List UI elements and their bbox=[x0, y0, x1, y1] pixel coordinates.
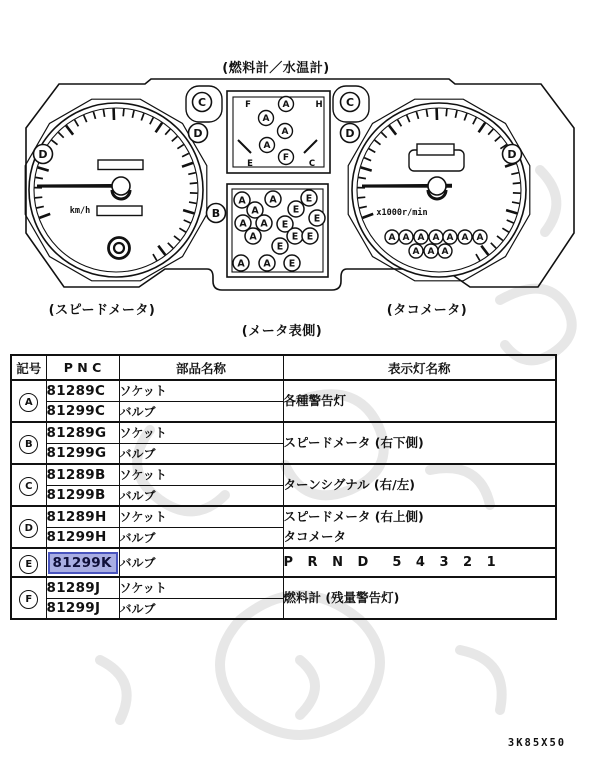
scale-letter-E: E bbox=[247, 159, 253, 170]
svg-text:A: A bbox=[260, 218, 268, 230]
odometer-window-bottom bbox=[97, 206, 142, 216]
pnc-cell: 81299G bbox=[46, 443, 119, 464]
row-symbol-A bbox=[11, 380, 46, 422]
pnc-cell: 81289J bbox=[46, 577, 119, 598]
svg-text:A: A bbox=[251, 205, 259, 217]
table-header-row bbox=[11, 355, 556, 380]
speedometer-caption: (スピードメータ) bbox=[48, 303, 156, 318]
svg-text:A: A bbox=[446, 233, 454, 244]
svg-text:A: A bbox=[282, 100, 290, 111]
svg-text:E: E bbox=[313, 213, 321, 225]
speedometer-needle-hub bbox=[112, 177, 130, 195]
part-name-cell: ソケット bbox=[119, 380, 283, 401]
part-name-cell: バルブ bbox=[119, 598, 283, 619]
svg-text:A: A bbox=[441, 247, 449, 258]
lamp-D bbox=[503, 145, 522, 164]
lamp-A bbox=[429, 230, 443, 244]
lamp-E bbox=[288, 201, 304, 217]
lamp-A bbox=[385, 230, 399, 244]
lamp-A bbox=[256, 215, 272, 231]
svg-text:A: A bbox=[461, 233, 469, 244]
svg-text:A: A bbox=[427, 247, 435, 258]
part-name-cell: バルブ bbox=[119, 443, 283, 464]
kmh-unit-label: km/h bbox=[69, 206, 91, 216]
odometer-window-top bbox=[98, 160, 143, 170]
row-symbol-C bbox=[11, 464, 46, 506]
table-row bbox=[11, 422, 556, 443]
pnc-cell: 81289B bbox=[46, 464, 119, 485]
header-indicator: 表示灯名称 bbox=[283, 355, 556, 380]
lamp-D bbox=[189, 124, 208, 143]
indicator-name-cell: P R N D 5 4 3 2 1 bbox=[283, 548, 556, 577]
svg-text:A: A bbox=[239, 218, 247, 230]
svg-text:A: A bbox=[263, 258, 271, 270]
parts-table bbox=[10, 354, 557, 620]
lamp-A bbox=[278, 124, 293, 139]
svg-text:A: A bbox=[263, 141, 271, 152]
lamp-D bbox=[341, 124, 360, 143]
svg-text:A: A bbox=[269, 194, 277, 206]
svg-text:A: A bbox=[402, 233, 410, 244]
lamp-A bbox=[259, 255, 275, 271]
header-pnc: P N C bbox=[46, 355, 119, 380]
indicator-name-cell: 各種警告灯 bbox=[283, 380, 556, 422]
svg-text:A: A bbox=[388, 233, 396, 244]
svg-text:E: E bbox=[281, 219, 289, 231]
part-name-cell: バルブ bbox=[119, 548, 283, 577]
svg-text:A: A bbox=[238, 195, 246, 207]
lamp-E bbox=[302, 228, 318, 244]
fuel-temp-caption: (燃料計／水温計) bbox=[222, 61, 330, 76]
table-row bbox=[11, 506, 556, 527]
scale-letter-H: H bbox=[315, 100, 323, 111]
svg-text:A: A bbox=[432, 233, 440, 244]
meter-front-caption: (メータ表側) bbox=[241, 324, 323, 339]
svg-text:D: D bbox=[507, 147, 517, 161]
scale-letter-F: F bbox=[245, 100, 251, 111]
lamp-A bbox=[233, 255, 249, 271]
table-row bbox=[11, 380, 556, 401]
table-row bbox=[11, 577, 556, 598]
part-name-cell: バルブ bbox=[119, 527, 283, 548]
svg-text:E: E bbox=[291, 231, 299, 243]
svg-text:F: F bbox=[282, 153, 290, 164]
svg-text:B: B bbox=[211, 206, 221, 220]
symbol-circle: B bbox=[19, 435, 38, 454]
symbol-circle: D bbox=[19, 519, 38, 538]
tacho-odometer-window bbox=[417, 144, 454, 155]
part-name-cell: ソケット bbox=[119, 422, 283, 443]
svg-text:E: E bbox=[305, 193, 313, 205]
lamp-A bbox=[245, 228, 261, 244]
svg-text:E: E bbox=[292, 204, 300, 216]
symbol-circle: E bbox=[19, 555, 38, 574]
lamp-E bbox=[272, 238, 288, 254]
lamp-E bbox=[287, 228, 303, 244]
lamp-C bbox=[341, 93, 360, 112]
symbol-circle: F bbox=[19, 590, 38, 609]
pnc-cell: 81299B bbox=[46, 485, 119, 506]
svg-text:D: D bbox=[345, 126, 355, 140]
table-row bbox=[11, 548, 556, 577]
svg-text:E: E bbox=[288, 258, 296, 270]
drawing-code: 3K85X50 bbox=[507, 737, 567, 749]
svg-text:C: C bbox=[197, 95, 207, 109]
pnc-cell: 81289G bbox=[46, 422, 119, 443]
lamp-A bbox=[260, 138, 275, 153]
pnc-cell: 81299J bbox=[46, 598, 119, 619]
lamp-E bbox=[309, 210, 325, 226]
svg-text:D: D bbox=[193, 126, 203, 140]
svg-text:A: A bbox=[417, 233, 425, 244]
lamp-A bbox=[259, 111, 274, 126]
lamp-A bbox=[438, 244, 452, 258]
lamp-F bbox=[279, 150, 294, 165]
pnc-cell: 81299H bbox=[46, 527, 119, 548]
pnc-cell: 81299C bbox=[46, 401, 119, 422]
table-row bbox=[11, 464, 556, 485]
header-symbol: 記号 bbox=[11, 355, 46, 380]
lamp-A bbox=[443, 230, 457, 244]
part-name-cell: ソケット bbox=[119, 464, 283, 485]
row-symbol-B bbox=[11, 422, 46, 464]
part-name-cell: バルブ bbox=[119, 401, 283, 422]
lamp-A bbox=[458, 230, 472, 244]
lamp-A bbox=[265, 191, 281, 207]
svg-text:D: D bbox=[38, 147, 48, 161]
lamp-A bbox=[414, 230, 428, 244]
symbol-circle: A bbox=[19, 393, 38, 412]
svg-text:E: E bbox=[306, 231, 314, 243]
indicator-name-cell: スピードメータ (右上側) タコメータ bbox=[283, 506, 556, 548]
lamp-E bbox=[301, 190, 317, 206]
lamp-E bbox=[284, 255, 300, 271]
lamp-C bbox=[193, 93, 212, 112]
svg-text:A: A bbox=[281, 127, 289, 138]
scale-letter-C: C bbox=[308, 159, 316, 170]
part-name-cell: バルブ bbox=[119, 485, 283, 506]
lamp-A bbox=[473, 230, 487, 244]
lamp-A bbox=[399, 230, 413, 244]
tachometer-needle-hub bbox=[428, 177, 446, 195]
indicator-name-cell: スピードメータ (右下側) bbox=[283, 422, 556, 464]
svg-text:A: A bbox=[476, 233, 484, 244]
header-part-name: 部品名称 bbox=[119, 355, 283, 380]
trip-reset-knob-center bbox=[114, 243, 124, 253]
parts-table-body bbox=[11, 380, 556, 619]
svg-text:A: A bbox=[412, 247, 420, 258]
pnc-cell: 81289C bbox=[46, 380, 119, 401]
part-name-cell: ソケット bbox=[119, 577, 283, 598]
row-symbol-E bbox=[11, 548, 46, 577]
svg-text:C: C bbox=[345, 95, 355, 109]
pnc-cell: 81289H bbox=[46, 506, 119, 527]
lamp-A bbox=[409, 244, 423, 258]
selected-pnc[interactable]: 81299K bbox=[48, 552, 118, 574]
svg-text:A: A bbox=[262, 114, 270, 125]
rpm-unit-label: x1000r/min bbox=[376, 208, 428, 218]
row-symbol-F bbox=[11, 577, 46, 619]
lamp-A bbox=[424, 244, 438, 258]
indicator-name-cell: ターンシグナル (右/左) bbox=[283, 464, 556, 506]
lamp-B bbox=[207, 204, 226, 223]
svg-text:A: A bbox=[249, 231, 257, 243]
svg-text:E: E bbox=[276, 241, 284, 253]
row-symbol-D bbox=[11, 506, 46, 548]
tachometer-caption: (タコメータ) bbox=[386, 303, 468, 318]
indicator-name-cell: 燃料計 (残量警告灯) bbox=[283, 577, 556, 619]
svg-text:A: A bbox=[237, 258, 245, 270]
lamp-D bbox=[34, 145, 53, 164]
symbol-circle: C bbox=[19, 477, 38, 496]
lamp-A bbox=[279, 97, 294, 112]
pnc-cell bbox=[46, 548, 119, 577]
part-name-cell: ソケット bbox=[119, 506, 283, 527]
